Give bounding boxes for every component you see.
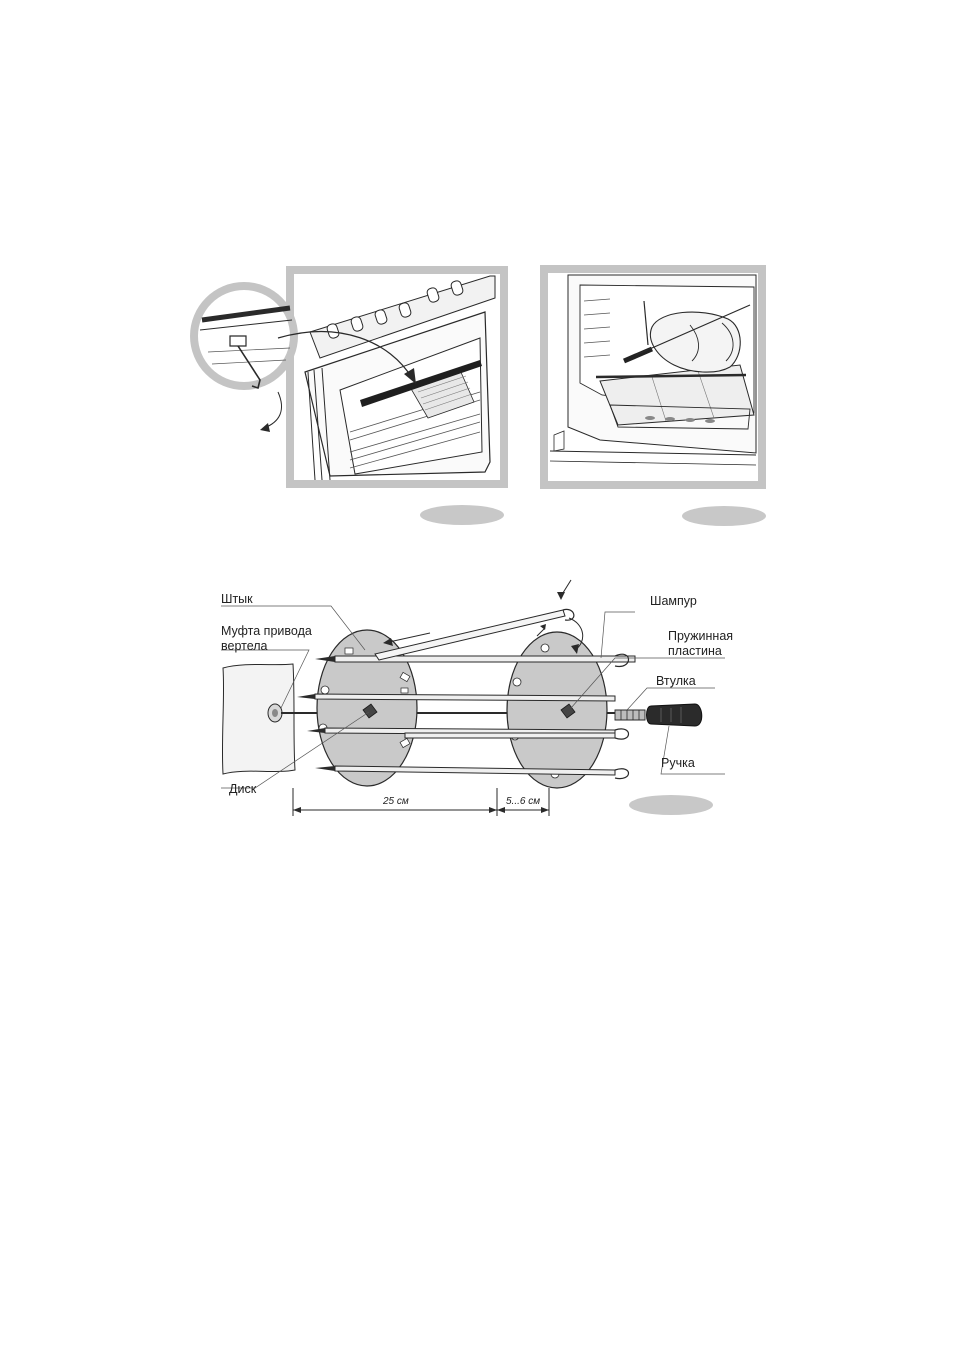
figure-oven-chicken xyxy=(540,265,766,491)
label-skewer: Шампур xyxy=(650,594,697,608)
label-coupling-line2: вертела xyxy=(221,639,268,653)
label-bayonet: Штык xyxy=(221,592,253,606)
dimension-disk-spacing: 25 см xyxy=(383,796,409,807)
dimension-end-gap: 5...6 см xyxy=(506,796,541,807)
figure-number-badge xyxy=(420,505,504,525)
oven-chicken-illustration xyxy=(540,265,766,491)
figure-number-badge xyxy=(629,795,713,815)
label-handle: Ручка xyxy=(661,756,695,770)
label-spring-plate-line1: Пружинная xyxy=(668,629,734,643)
figure-oven-spit-mount xyxy=(190,262,510,492)
figure-rotisserie-assembly xyxy=(215,578,745,818)
rotisserie-assembly-illustration xyxy=(215,578,745,818)
label-spring-plate-line2: пластина xyxy=(668,644,722,658)
label-coupling-line1: Муфта привода xyxy=(221,624,312,638)
label-disk: Диск xyxy=(229,782,257,796)
label-sleeve: Втулка xyxy=(656,674,696,688)
figure-number-badge xyxy=(682,506,766,526)
oven-spit-mount-illustration xyxy=(190,262,510,492)
